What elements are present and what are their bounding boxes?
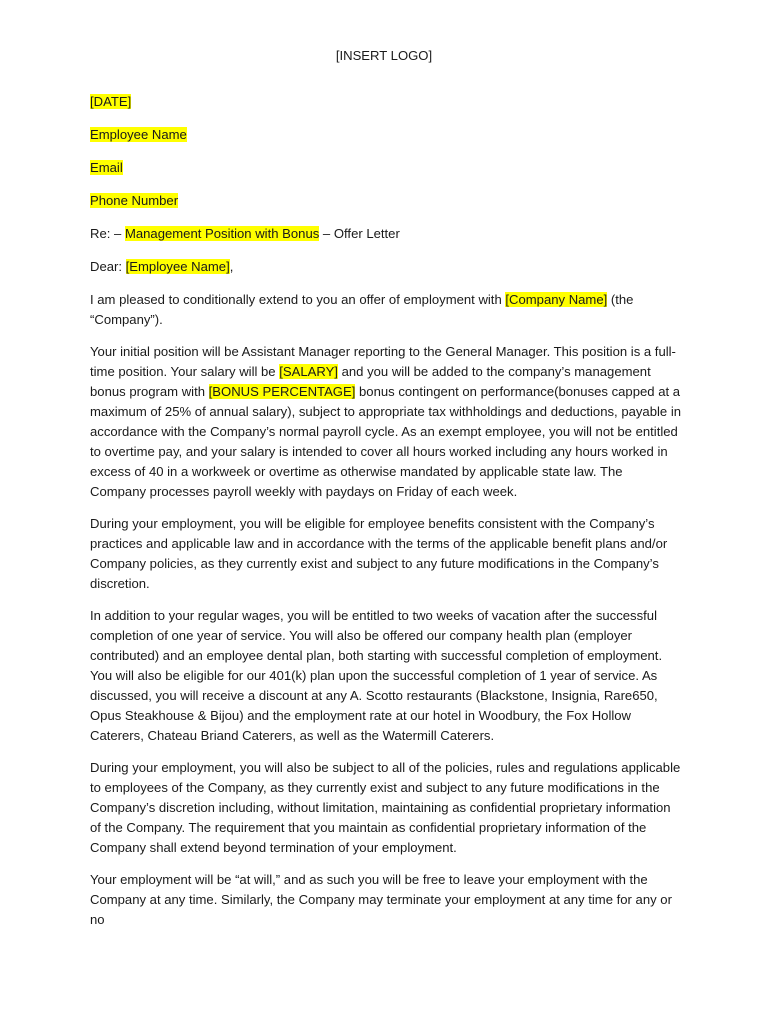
- position-text-a: Your initial position will be Assistant Manager reporting to the General Manager. This position is a full-time position. Your salary will be: [90, 344, 676, 379]
- salutation-suffix: ,: [229, 259, 234, 274]
- salary-field: [SALARY]: [279, 364, 338, 379]
- phone-field: Phone Number: [90, 193, 179, 208]
- date-field: [DATE]: [90, 94, 132, 109]
- position-title: Management Position with Bonus: [124, 226, 320, 241]
- email-field: Email: [90, 160, 123, 175]
- bonus-percentage-field: [BONUS PERCENTAGE]: [208, 384, 356, 399]
- logo-placeholder: [INSERT LOGO]: [335, 48, 433, 63]
- salutation-name: [Employee Name]: [125, 259, 230, 274]
- benefits-paragraph: During your employment, you will be eligible for employee benefits consistent with the Company’s practices and applicable law and in accordance with the terms of the applicable benefit plans and/or Company policies, as they currently exist and subject to any future modifications in the Company’s discretion.: [90, 516, 668, 591]
- at-will-paragraph: Your employment will be “at will,” and as such you will be free to leave your employment with the Company at any time. Similarly, the Company may terminate your employment at any time for any or no: [90, 872, 672, 927]
- employee-name-field: Employee Name: [90, 127, 187, 142]
- subject-suffix: – Offer Letter: [319, 226, 400, 241]
- employee-name-line: [90, 125, 682, 145]
- subject-line: [90, 224, 682, 244]
- salutation: [90, 257, 682, 277]
- offer-paragraph: [90, 290, 682, 330]
- position-text-c: bonus contingent on performance(bonuses capped at a maximum of 25% of annual salary), subject to appropriate tax withholdings and deductions, payable in accordance with the Company’s normal payroll cycle. As an exempt employee, you will not be entitled to overtime pay, and your salary is intended to cover all hours worked including any hours worked in excess of 40 in a workweek or overtime as otherwise mandated by applicable state law. The Company processes payroll weekly with paydays on Friday of each week.: [90, 384, 682, 499]
- position-text-b: and you will be added to the company’s management bonus program with: [90, 364, 651, 399]
- vacation-paragraph: In addition to your regular wages, you will be entitled to two weeks of vacation after the successful completion of one year of service. You will also be offered our company health plan (employer contributed) and an employee dental plan, both starting with successful completion of employment. You will also be eligible for our 401(k) plan upon the successful completion of 1 year of service. As discussed, you will receive a discount at any A. Scotto restaurants (Blackstone, Insignia, Rare650, Opus Steakhouse & Bijou) and the employment rate at our hotel in Woodbury, the Fox Hollow Caterers, Chateau Briand Caterers, as well as the Watermill Caterers.: [90, 608, 663, 743]
- date-line: [90, 92, 682, 112]
- offer-text-a: I am pleased to conditionally extend to you an offer of employment with: [90, 292, 506, 307]
- position-paragraph: [90, 342, 682, 502]
- company-name-field: [Company Name]: [505, 292, 608, 307]
- phone-line: [90, 191, 682, 211]
- policies-paragraph: During your employment, you will also be subject to all of the policies, rules and regulations applicable to employees of the Company, as they currently exist and subject to any future modifications in the Company’s discretion including, without limitation, maintaining as confidential proprietary information of the Company. The requirement that you maintain as confidential proprietary information of the Company shall extend beyond termination of your employment.: [90, 760, 681, 855]
- email-line: [90, 158, 682, 178]
- offer-text-b: (the “Company”).: [90, 292, 634, 327]
- salutation-prefix: Dear:: [90, 259, 126, 274]
- subject-prefix: Re: –: [90, 226, 125, 241]
- letter-body: [90, 92, 682, 942]
